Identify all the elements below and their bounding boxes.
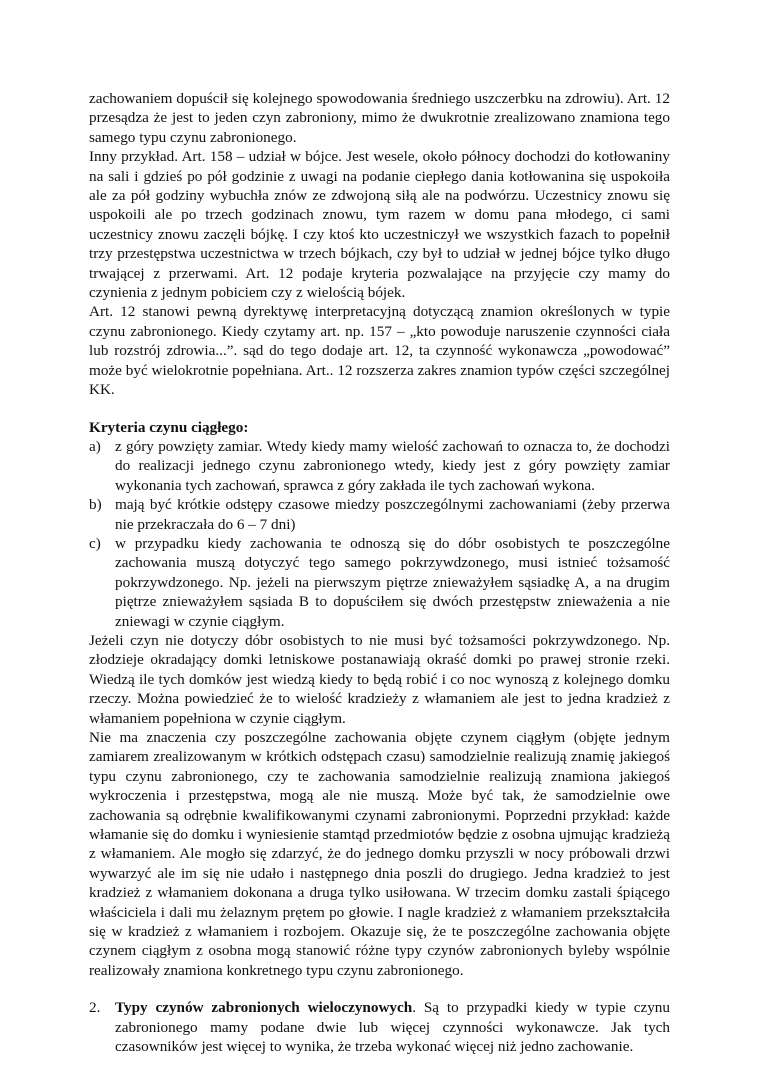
spacer bbox=[89, 980, 670, 998]
criteria-item-c bbox=[89, 534, 670, 631]
section-2-title: Typy czynów zabronionych wieloczynowych bbox=[115, 999, 413, 1017]
paragraph-example-art-158: Inny przykład. Art. 158 – udział w bójce. Jest wesele, około północy dochodzi do kotłowaniny na sali i gdzieś po pół godzinie z uwagi na podanie ciepłego dania kotłowanina się uspokoiła ale za pół godziny wybuchła znów ze zdwojoną siłą ale na podwórzu. Uczestnicy znowu się uspokoili ale po trzech godzinach znowu, tym razem w domu pana młodego, ci sami uczestnicy znowu zaczęli bójkę. I czy ktoś kto uczestniczył we wszystkich fazach to popełnił trzy przestępstwa uczestnictwa w trzech bójkach, czy był to udział w jednej bójce tylko długo trwającej z przerwami. Art. 12 podaje kryteria pozwalające na przyjęcie czy mamy do czynienia z jednym pobiciem czy z wielością bójek. bbox=[89, 148, 670, 302]
criteria-item-label: a) bbox=[89, 437, 101, 455]
criteria-item-label: c) bbox=[89, 534, 101, 552]
criteria-item-text: z góry powzięty zamiar. Wtedy kiedy mamy wielość zachowań to oznacza to, że dochodzi do realizacji jednego czynu zabronionego wtedy, kiedy jest z góry powzięty zamiar wykonania tych zachowań, sprawca z góry zakłada ile tych zachowań wykona. bbox=[115, 437, 670, 494]
criteria-item-a bbox=[89, 437, 670, 495]
paragraph-property-example: Jeżeli czyn nie dotyczy dóbr osobistych to nie musi być tożsamości pokrzywdzonego. Np. złodzieje okradający domki letniskowe postanawiają okraść domki po prawej stronie rzeki. Wiedzą ile tych domków jest wiedzą kiedy to będą robić i co noc wynoszą z kolejnego domku rzeczy. Można powiedzieć że to wielość kradzieży z włamaniem ale jest to jedna kradzież z włamaniem popełniona w czynie ciągłym. bbox=[89, 631, 670, 727]
section-number: 2. bbox=[89, 999, 101, 1017]
section-2 bbox=[89, 998, 670, 1056]
paragraph-continuation: zachowaniem dopuścił się kolejnego spowodowania średniego uszczerbku na zdrowiu). Art. 12 przesądza że jest to jeden czyn zabroniony, mimo że dwukrotnie zrealizowano znamiona tego samego typu czynu zabronionego. bbox=[89, 90, 670, 146]
criteria-heading: Kryteria czynu ciągłego: bbox=[89, 418, 249, 436]
criteria-item-text: mają być krótkie odstępy czasowe miedzy poszczególnymi zachowaniami (żeby przerwa nie przekraczała do 6 – 7 dni) bbox=[115, 496, 670, 533]
document-body bbox=[89, 89, 670, 1057]
paragraph-separate-qualification: Nie ma znaczenia czy poszczególne zachowania objęte czynem ciągłym (objęte jednym zamiarem zrealizowanym w krótkich odstępach czasu) samodzielnie realizują znamię jakiegoś typu czynu zabronionego, czy te zachowania samodzielnie realizują znamiona jakiegoś wykroczenia i przestępstwa, mogą ale nie muszą. Może być tak, że samodzielnie owe zachowania są odrębnie kwalifikowanymi czynami zabronionymi. Poprzedni przykład: każde włamanie się do domku i wyniesienie stamtąd przedmiotów będzie z osobna ujmując kradzieżą z włamaniem. Ale mogło się zdarzyć, że do jednego domku przyszli w nocy próbowali drzwi wywarzyć ale im się nie udało i następnego dnia poszli do drugiego. Jedna kradzież to jest kradzież z włamaniem dokonana a druga tylko usiłowana. W trzecim domku zastali śpiącego właściciela i dali mu żelaznym prętem po głowie. I nagle kradzież z włamaniem przekształciła się w kradzież z włamaniem i rozbojem. Okazuje się, że te poszczególne zachowania objęte czynem ciągłym z osobna mogą stanowić różne typy czynów zabronionych byleby wspólnie realizowały znamiona konkretnego typu czynu zabronionego. bbox=[89, 729, 670, 979]
criteria-item-label: b) bbox=[89, 496, 102, 514]
paragraph-art-12-directive: Art. 12 stanowi pewną dyrektywę interpretacyjną dotyczącą znamion określonych w typie czynu zabronionego. Kiedy czytamy art. np. 157 – „kto powoduje naruszenie czynności ciała lub rozstrój zdrowia...”. sąd do tego dodaje art. 12, ta czynność wykonawcza „powodować” może być wielokrotnie popełniana. Art.. 12 rozszerza zakres znamion typów części szczególnej KK. bbox=[89, 303, 670, 399]
section-2-body bbox=[115, 998, 670, 1056]
criteria-item-text: w przypadku kiedy zachowania te odnoszą się do dóbr osobistych te poszczególne zachowania muszą dotyczyć tego samego pokrzywdzonego, musi istnieć tożsamość pokrzywdzonego. Np. jeżeli na pierwszym piętrze znieważyłem sąsiadkę A, a na drugim piętrze znieważyłem sąsiada B to dopuściłem się dwóch przestępstw znieważenia a nie zniewagi w czynie ciągłym. bbox=[115, 534, 670, 630]
section-2-text: . Są to przypadki kiedy w typie czynu zabronionego mamy podane dwie lub więcej czynności wykonawcze. Jak tych czasowników jest więcej to wynika, że trzeba wykonać więcej niż jedno zachowanie. bbox=[115, 999, 670, 1056]
spacer bbox=[89, 400, 670, 418]
criteria-item-b bbox=[89, 495, 670, 534]
